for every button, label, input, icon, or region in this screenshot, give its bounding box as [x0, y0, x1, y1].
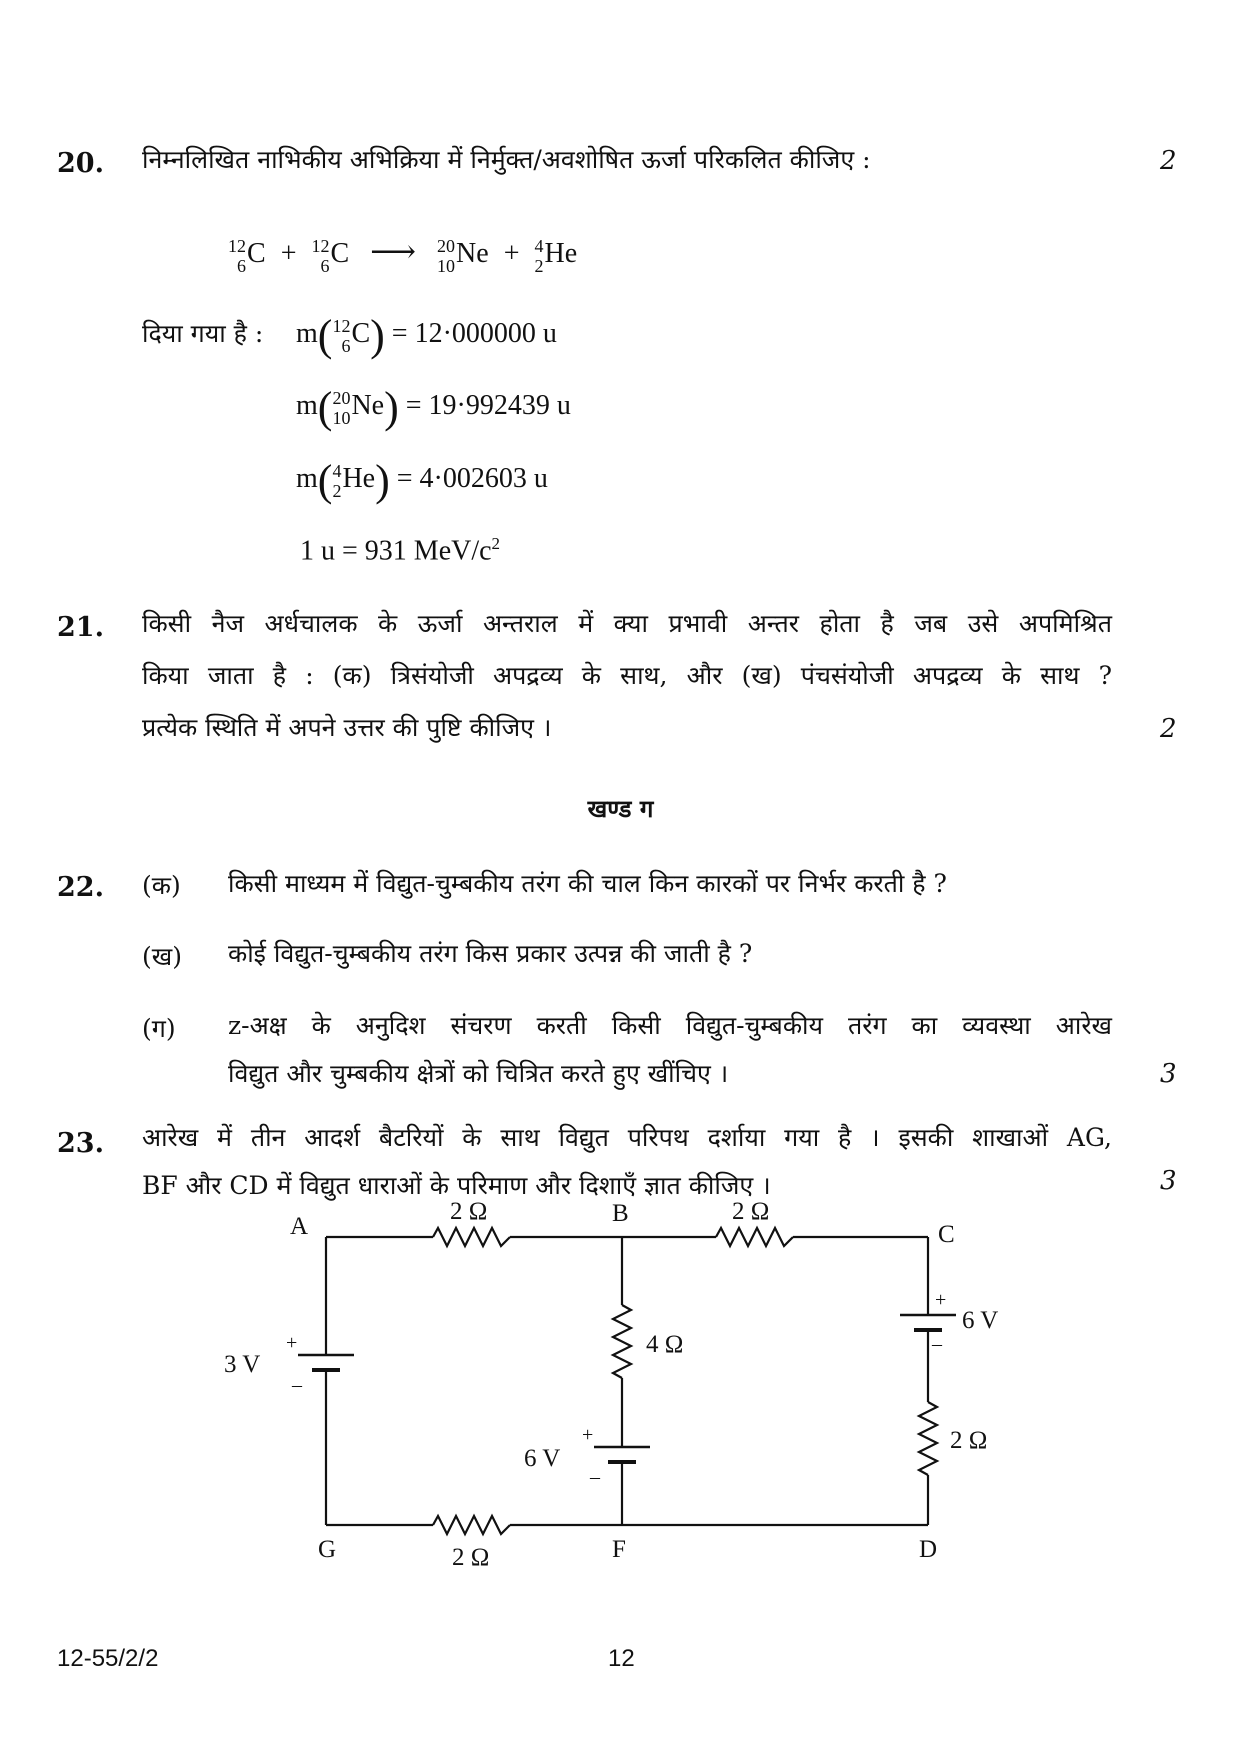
- q22-c-label: (ग): [142, 1014, 176, 1043]
- q22-marks: 3: [1160, 1059, 1177, 1089]
- q21-number: 21.: [57, 612, 104, 643]
- q22-c-line2: विद्युत और चुम्बकीय क्षेत्रों को चित्रित करते हुए खींचिए ।: [228, 1059, 729, 1088]
- nuclide-carbon-2: 12 6: [311, 235, 330, 276]
- q23-line1: आरेख में तीन आदर्श बैटरियों के साथ विद्युत परिपथ दर्शाया गया है । इसकी शाखाओं AG,: [142, 1123, 1112, 1152]
- batt-cd-minus: –: [932, 1333, 942, 1355]
- q21-marks: 2: [1160, 714, 1177, 744]
- nuclide-carbon-1: 12 6: [228, 235, 246, 276]
- node-g: G: [318, 1536, 337, 1563]
- label-r-cd: 2 Ω: [950, 1427, 988, 1454]
- label-r-bc: 2 Ω: [732, 1198, 770, 1225]
- nuclide-helium: 4 2: [534, 235, 544, 276]
- page-number: 12: [608, 1645, 635, 1672]
- resistor-bc: [716, 1228, 793, 1246]
- q20-given-label: दिया गया है :: [142, 319, 264, 348]
- given-mass-helium: m( 4 2 He) = 4·002603 u: [296, 456, 548, 505]
- q21-line1: किसी नैज अर्धचालक के ऊर्जा अन्तराल में क्या प्रभावी अन्तर होता है जब उसे अपमिश्रित: [142, 609, 1112, 638]
- paper-code: 12-55/2/2: [57, 1645, 159, 1672]
- label-batt-cd: 6 V: [962, 1307, 999, 1334]
- node-b: B: [612, 1200, 629, 1227]
- reaction-arrow: ⟶: [370, 233, 417, 269]
- label-batt-bf: 6 V: [524, 1445, 561, 1472]
- q22-b-text: कोई विद्युत-चुम्बकीय तरंग किस प्रकार उत्पन्न की जाती है ?: [228, 939, 753, 968]
- label-r-gf: 2 Ω: [452, 1544, 490, 1571]
- q20-text: निम्नलिखित नाभिकीय अभिक्रिया में निर्मुक्त/अवशोषित ऊर्जा परिकलित कीजिए :: [142, 145, 871, 174]
- given-conversion: 1 u = 931 MeV/$c^2$: [300, 534, 501, 567]
- resistor-bf: [613, 1305, 631, 1378]
- section-heading: खण्ड ग: [587, 794, 654, 823]
- q22-a-text: किसी माध्यम में विद्युत-चुम्बकीय तरंग की चाल किन कारकों पर निर्भर करती है ?: [228, 869, 947, 898]
- node-d: D: [919, 1536, 938, 1563]
- q20-reaction: 12 6 C + 12 6 C ⟶ 20 10 Ne + 4 2 He: [228, 233, 578, 276]
- given-mass-carbon: m( 12 6 C) = 12·000000 u: [296, 311, 557, 360]
- node-f: F: [612, 1536, 626, 1563]
- q23-marks: 3: [1160, 1166, 1177, 1196]
- label-r-bf: 4 Ω: [646, 1331, 684, 1358]
- q23-line2: BF और CD में विद्युत धाराओं के परिमाण और दिशाएँ ज्ञात कीजिए ।: [142, 1171, 771, 1200]
- q21-line2: किया जाता है : (क) त्रिसंयोजी अपद्रव्य के साथ, और (ख) पंचसंयोजी अपद्रव्य के साथ ?: [142, 661, 1112, 690]
- resistor-ab: [433, 1228, 510, 1246]
- nuclide-neon: 20 10: [437, 235, 456, 276]
- given-mass-neon: m( 20 10 Ne) = 19·992439 u: [296, 383, 571, 432]
- resistor-cd: [919, 1402, 937, 1475]
- q21-line3: प्रत्येक स्थिति में अपने उत्तर की पुष्टि कीजिए ।: [142, 713, 552, 742]
- node-c: C: [938, 1221, 955, 1248]
- q20-marks: 2: [1160, 146, 1177, 176]
- label-batt-ag: 3 V: [224, 1351, 261, 1378]
- batt-ag-minus: –: [292, 1374, 302, 1396]
- batt-cd-plus: +: [935, 1289, 947, 1311]
- batt-bf-plus: +: [582, 1424, 594, 1446]
- q22-number: 22.: [57, 872, 104, 903]
- q20-number: 20.: [57, 148, 104, 179]
- batt-ag-plus: +: [286, 1332, 298, 1354]
- label-r-ab: 2 Ω: [450, 1198, 488, 1225]
- node-a: A: [290, 1213, 309, 1240]
- q23-number: 23.: [57, 1128, 104, 1159]
- q22-b-label: (ख): [142, 942, 182, 971]
- batt-bf-minus: –: [590, 1466, 600, 1488]
- q22-c-line1: z-अक्ष के अनुदिश संचरण करती किसी विद्युत-चुम्बकीय तरंग का व्यवस्था आरेख: [228, 1011, 1112, 1040]
- resistor-gf: [433, 1516, 510, 1534]
- q22-a-label: (क): [142, 871, 181, 900]
